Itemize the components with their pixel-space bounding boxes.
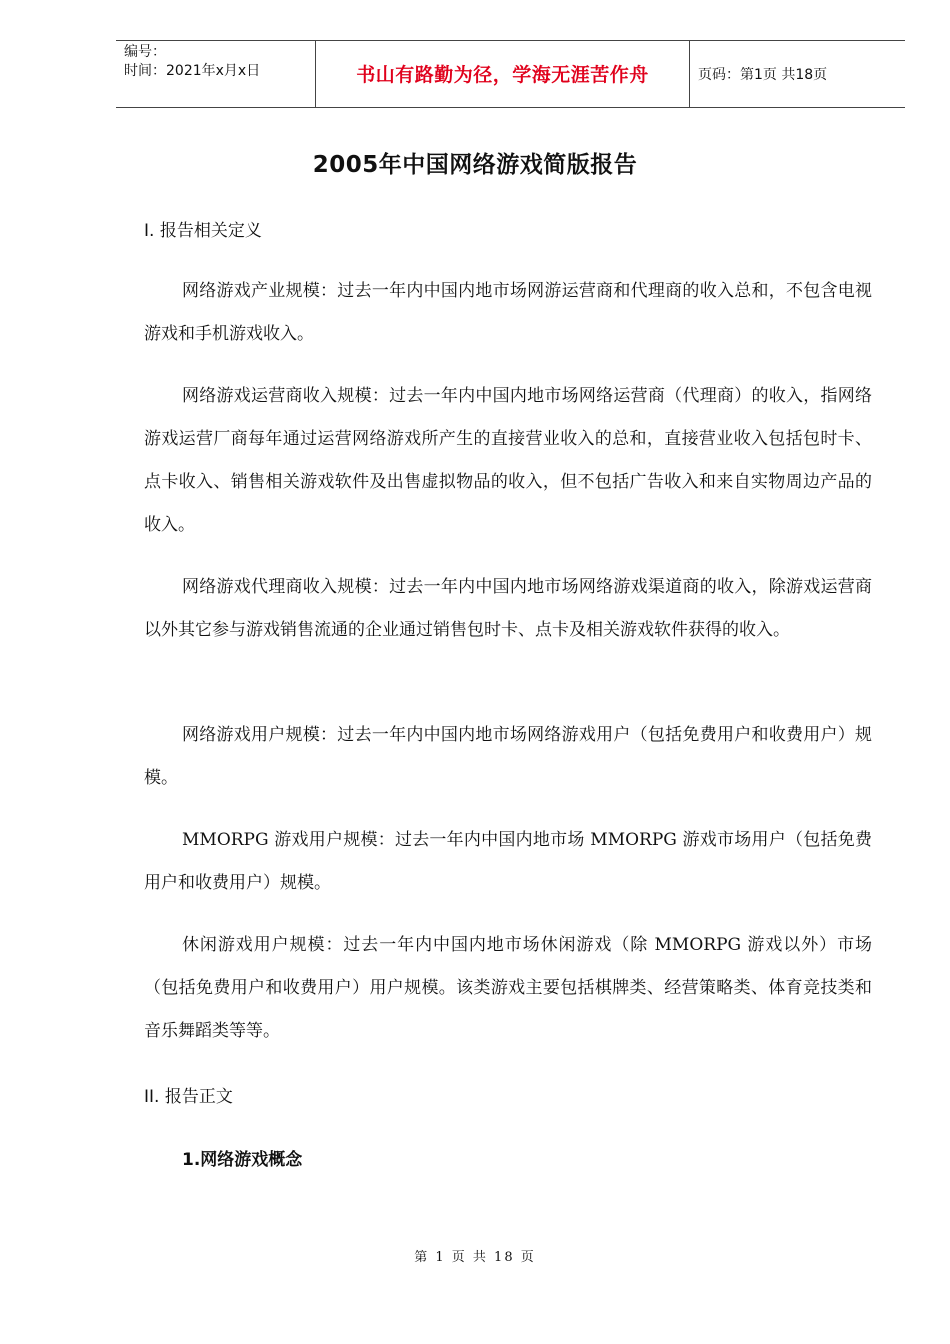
paragraph-user-scale: 网络游戏用户规模：过去一年内中国内地市场网络游戏用户（包括免费用户和收费用户）规模。 <box>144 725 872 788</box>
subsection-heading-1: 1.网络游戏概念 <box>182 1150 303 1170</box>
paragraph-mmorpg-users: MMORPG 游戏用户规模：过去一年内中国内地市场 MMORPG 游戏市场用户（包括免费用户和收费用户）规模。 <box>144 830 872 893</box>
paragraph-casual-users: 休闲游戏用户规模：过去一年内中国内地市场休闲游戏（除 MMORPG 游戏以外）市场（包括免费用户和收费用户）用户规模。该类游戏主要包括棋牌类、经营策略类、体育竞技类和音乐舞蹈类等等。 <box>144 935 872 1041</box>
header-divider-right <box>689 40 690 107</box>
header-number-label: 编号： <box>124 44 166 60</box>
header-motto-text: 书山有路勤为径，学海无涯苦作舟 <box>356 64 649 86</box>
header-page-label: 页码：第1页 共18页 <box>698 67 828 83</box>
header-time-label: 时间：2021年x月x日 <box>124 63 261 79</box>
header-meta <box>124 43 260 81</box>
header-bottom-rule <box>116 107 905 108</box>
paragraph-agent-revenue: 网络游戏代理商收入规模：过去一年内中国内地市场网络游戏渠道商的收入，除游戏运营商以外其它参与游戏销售流通的企业通过销售包时卡、点卡及相关游戏软件获得的收入。 <box>144 577 872 640</box>
document-title: 2005年中国网络游戏简版报告 <box>312 152 638 178</box>
section-heading-2: II. 报告正文 <box>144 1087 233 1107</box>
paragraph-industry-scale: 网络游戏产业规模：过去一年内中国内地市场网游运营商和代理商的收入总和，不包含电视游戏和手机游戏收入。 <box>144 281 872 344</box>
page-footer: 第 1 页 共 18 页 <box>414 1250 536 1265</box>
header-motto <box>316 40 689 107</box>
paragraph-operator-revenue: 网络游戏运营商收入规模：过去一年内中国内地市场网络运营商（代理商）的收入，指网络游戏运营厂商每年通过运营网络游戏所产生的直接营业收入的总和，直接营业收入包括包时卡、点卡收入、销售相关游戏软件及出售虚拟物品的收入，但不包括广告收入和来自实物周边产品的收入。 <box>144 386 872 535</box>
section-heading-1: I. 报告相关定义 <box>144 221 262 241</box>
